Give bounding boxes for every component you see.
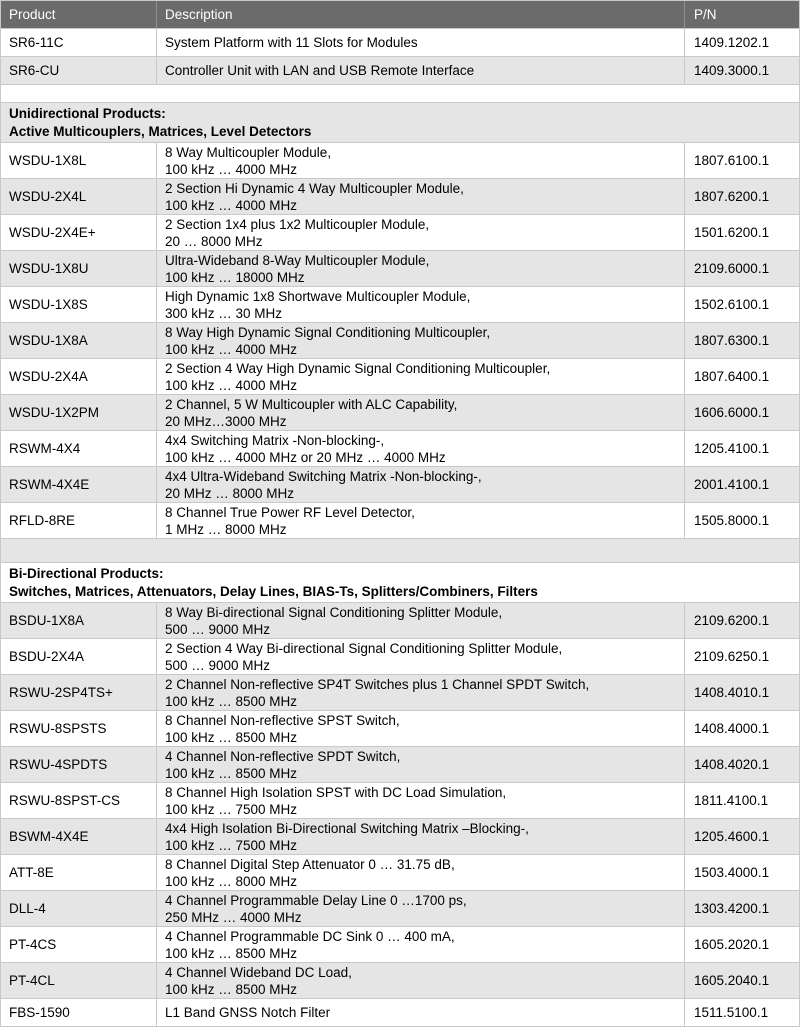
description-line: 8 Way High Dynamic Signal Conditioning Multicoupler, xyxy=(165,324,491,340)
description-line: 8 Channel Non-reflective SPST Switch, xyxy=(165,712,400,728)
section-title-line: Bi-Directional Products: xyxy=(9,565,164,581)
pn-cell: 1605.2020.1 xyxy=(694,937,770,952)
description-line: 8 Way Bi-directional Signal Conditioning Splitter Module, xyxy=(165,604,503,620)
pn-cell: 1807.6300.1 xyxy=(694,333,770,348)
description-cell xyxy=(157,819,685,854)
description-line: 100 kHz … 4000 MHz xyxy=(165,161,298,177)
product-cell: WSDU-1X8A xyxy=(1,323,157,358)
description-line: 300 kHz … 30 MHz xyxy=(165,305,283,321)
product-cell: FBS-1590 xyxy=(1,999,157,1026)
product-cell: WSDU-2X4L xyxy=(1,179,157,214)
pn-cell: 1505.8000.1 xyxy=(694,513,770,528)
description-line: 100 kHz … 8500 MHz xyxy=(165,981,298,997)
product-cell: RSWU-8SPST-CS xyxy=(1,783,157,818)
table-row xyxy=(1,675,799,711)
description-cell xyxy=(157,179,685,214)
table-row xyxy=(1,891,799,927)
product-cell: BSDU-1X8A xyxy=(1,603,157,638)
pn-cell: 1502.6100.1 xyxy=(694,297,770,312)
description-line: 4x4 Ultra-Wideband Switching Matrix -Non-blocking-, xyxy=(165,468,482,484)
product-cell: RSWU-4SPDTS xyxy=(1,747,157,782)
product-cell: SR6-CU xyxy=(1,57,157,84)
pn-cell: 1205.4600.1 xyxy=(694,829,770,844)
table-row xyxy=(1,711,799,747)
product-cell: PT-4CL xyxy=(1,963,157,998)
description-line: 250 MHz … 4000 MHz xyxy=(165,909,302,925)
table-row xyxy=(1,359,799,395)
pn-cell: 1811.4100.1 xyxy=(694,793,769,808)
pn-cell: 1409.1202.1 xyxy=(694,35,770,50)
table-row xyxy=(1,639,799,675)
pn-cell: 1303.4200.1 xyxy=(694,901,770,916)
description-line: 8 Channel True Power RF Level Detector, xyxy=(165,504,415,520)
table-header-row xyxy=(1,1,799,29)
description-line: System Platform with 11 Slots for Modules xyxy=(165,35,418,50)
product-cell: BSWM-4X4E xyxy=(1,819,157,854)
description-line: Ultra-Wideband 8-Way Multicoupler Module, xyxy=(165,252,430,268)
pn-cell: 2109.6200.1 xyxy=(694,613,770,628)
table-row xyxy=(1,927,799,963)
description-line: 4 Channel Programmable Delay Line 0 …1700 ps, xyxy=(165,892,467,908)
section-title-cell xyxy=(1,563,799,602)
pn-cell: 1606.6000.1 xyxy=(694,405,770,420)
description-cell xyxy=(157,783,685,818)
description-line: 4 Channel Non-reflective SPDT Switch, xyxy=(165,748,401,764)
description-line: 100 kHz … 8500 MHz xyxy=(165,765,298,781)
description-line: 100 kHz … 18000 MHz xyxy=(165,269,305,285)
section-header-row xyxy=(1,563,799,603)
description-cell xyxy=(157,395,685,430)
description-line: 100 kHz … 4000 MHz xyxy=(165,377,298,393)
description-cell xyxy=(157,999,685,1026)
pn-cell: 1511.5100.1 xyxy=(694,1005,769,1020)
product-cell: PT-4CS xyxy=(1,927,157,962)
section-title-line: Active Multicouplers, Matrices, Level Detectors xyxy=(9,123,312,139)
product-cell: RSWM-4X4 xyxy=(1,431,157,466)
description-cell xyxy=(157,57,685,84)
table-row xyxy=(1,431,799,467)
description-line: L1 Band GNSS Notch Filter xyxy=(165,1005,331,1020)
description-cell xyxy=(157,711,685,746)
table-row xyxy=(1,603,799,639)
product-cell: ATT-8E xyxy=(1,855,157,890)
description-cell xyxy=(157,927,685,962)
description-line: Controller Unit with LAN and USB Remote Interface xyxy=(165,63,475,78)
product-cell: SR6-11C xyxy=(1,29,157,56)
table-row xyxy=(1,747,799,783)
description-line: 2 Channel Non-reflective SP4T Switches plus 1 Channel SPDT Switch, xyxy=(165,676,590,692)
pn-cell: 1605.2040.1 xyxy=(694,973,770,988)
section-title-cell xyxy=(1,103,799,142)
description-line: 4 Channel Programmable DC Sink 0 … 400 mA, xyxy=(165,928,455,944)
pn-cell: 1409.3000.1 xyxy=(694,63,770,78)
description-cell xyxy=(157,855,685,890)
product-cell: WSDU-1X8L xyxy=(1,143,157,178)
description-line: 100 kHz … 4000 MHz xyxy=(165,197,298,213)
description-line: 100 kHz … 8500 MHz xyxy=(165,693,298,709)
section-header-row xyxy=(1,103,799,143)
product-cell: WSDU-2X4A xyxy=(1,359,157,394)
pn-cell: 1408.4000.1 xyxy=(694,721,770,736)
description-line: 4x4 High Isolation Bi-Directional Switching Matrix –Blocking-, xyxy=(165,820,529,836)
section-title-line: Unidirectional Products: xyxy=(9,105,166,121)
description-line: High Dynamic 1x8 Shortwave Multicoupler Module, xyxy=(165,288,471,304)
description-line: 4x4 Switching Matrix -Non-blocking-, xyxy=(165,432,385,448)
description-line: 20 MHz … 8000 MHz xyxy=(165,485,295,501)
description-cell xyxy=(157,747,685,782)
product-table-body xyxy=(1,29,799,1027)
table-row xyxy=(1,251,799,287)
description-line: 100 kHz … 4000 MHz xyxy=(165,341,298,357)
description-cell xyxy=(157,639,685,674)
pn-cell: 1501.6200.1 xyxy=(694,225,770,240)
table-row xyxy=(1,395,799,431)
table-row xyxy=(1,179,799,215)
description-line: 2 Section Hi Dynamic 4 Way Multicoupler Module, xyxy=(165,180,464,196)
description-cell xyxy=(157,431,685,466)
description-cell xyxy=(157,891,685,926)
pn-cell: 1807.6400.1 xyxy=(694,369,770,384)
description-cell xyxy=(157,603,685,638)
product-cell: DLL-4 xyxy=(1,891,157,926)
description-cell xyxy=(157,251,685,286)
description-line: 2 Section 4 Way Bi-directional Signal Conditioning Splitter Module, xyxy=(165,640,563,656)
description-cell xyxy=(157,359,685,394)
description-cell xyxy=(157,503,685,538)
description-line: 100 kHz … 8500 MHz xyxy=(165,729,298,745)
product-cell: RSWM-4X4E xyxy=(1,467,157,502)
product-cell: RFLD-8RE xyxy=(1,503,157,538)
description-cell xyxy=(157,963,685,998)
pn-cell: 2001.4100.1 xyxy=(694,477,770,492)
column-header-product: Product xyxy=(1,1,157,28)
description-line: 500 … 9000 MHz xyxy=(165,621,271,637)
description-line: 100 kHz … 8500 MHz xyxy=(165,945,298,961)
table-row xyxy=(1,819,799,855)
pn-cell: 1205.4100.1 xyxy=(694,441,770,456)
pn-cell: 1807.6200.1 xyxy=(694,189,770,204)
pn-cell: 1408.4010.1 xyxy=(694,685,770,700)
description-line: 2 Channel, 5 W Multicoupler with ALC Capability, xyxy=(165,396,458,412)
description-line: 100 kHz … 8000 MHz xyxy=(165,873,298,889)
table-row xyxy=(1,783,799,819)
description-line: 20 MHz…3000 MHz xyxy=(165,413,287,429)
product-cell: RSWU-2SP4TS+ xyxy=(1,675,157,710)
table-row xyxy=(1,287,799,323)
description-line: 8 Channel Digital Step Attenuator 0 … 31.75 dB, xyxy=(165,856,455,872)
description-line: 1 MHz … 8000 MHz xyxy=(165,521,287,537)
table-row xyxy=(1,143,799,179)
description-cell xyxy=(157,323,685,358)
table-row xyxy=(1,855,799,891)
column-header-description: Description xyxy=(157,1,685,28)
column-header-pn: P/N xyxy=(694,7,717,22)
product-cell: WSDU-1X8S xyxy=(1,287,157,322)
product-cell: WSDU-1X2PM xyxy=(1,395,157,430)
description-cell xyxy=(157,675,685,710)
table-row xyxy=(1,215,799,251)
description-line: 500 … 9000 MHz xyxy=(165,657,271,673)
pn-cell: 1807.6100.1 xyxy=(694,153,770,168)
section-title-line: Switches, Matrices, Attenuators, Delay Lines, BIAS-Ts, Splitters/Combiners, Filters xyxy=(9,583,538,599)
pn-cell: 1408.4020.1 xyxy=(694,757,770,772)
description-cell xyxy=(157,215,685,250)
description-line: 4 Channel Wideband DC Load, xyxy=(165,964,352,980)
description-line: 100 kHz … 7500 MHz xyxy=(165,837,298,853)
table-row xyxy=(1,323,799,359)
table-row xyxy=(1,467,799,503)
spacer-row xyxy=(1,85,799,103)
description-cell xyxy=(157,467,685,502)
description-line: 8 Way Multicoupler Module, xyxy=(165,144,332,160)
description-line: 8 Channel High Isolation SPST with DC Load Simulation, xyxy=(165,784,507,800)
product-cell: WSDU-2X4E+ xyxy=(1,215,157,250)
product-cell: BSDU-2X4A xyxy=(1,639,157,674)
product-cell: WSDU-1X8U xyxy=(1,251,157,286)
description-line: 2 Section 4 Way High Dynamic Signal Conditioning Multicoupler, xyxy=(165,360,551,376)
product-cell: RSWU-8SPSTS xyxy=(1,711,157,746)
pn-cell: 2109.6000.1 xyxy=(694,261,770,276)
description-cell xyxy=(157,287,685,322)
table-row xyxy=(1,999,799,1027)
description-cell xyxy=(157,143,685,178)
table-row xyxy=(1,503,799,539)
description-line: 100 kHz … 4000 MHz or 20 MHz … 4000 MHz xyxy=(165,449,446,465)
description-line: 2 Section 1x4 plus 1x2 Multicoupler Module, xyxy=(165,216,430,232)
table-row xyxy=(1,57,799,85)
description-line: 100 kHz … 7500 MHz xyxy=(165,801,298,817)
description-line: 20 … 8000 MHz xyxy=(165,233,263,249)
pn-cell: 1503.4000.1 xyxy=(694,865,770,880)
table-row xyxy=(1,29,799,57)
pn-cell: 2109.6250.1 xyxy=(694,649,770,664)
description-cell xyxy=(157,29,685,56)
spacer-row xyxy=(1,539,799,563)
table-row xyxy=(1,963,799,999)
